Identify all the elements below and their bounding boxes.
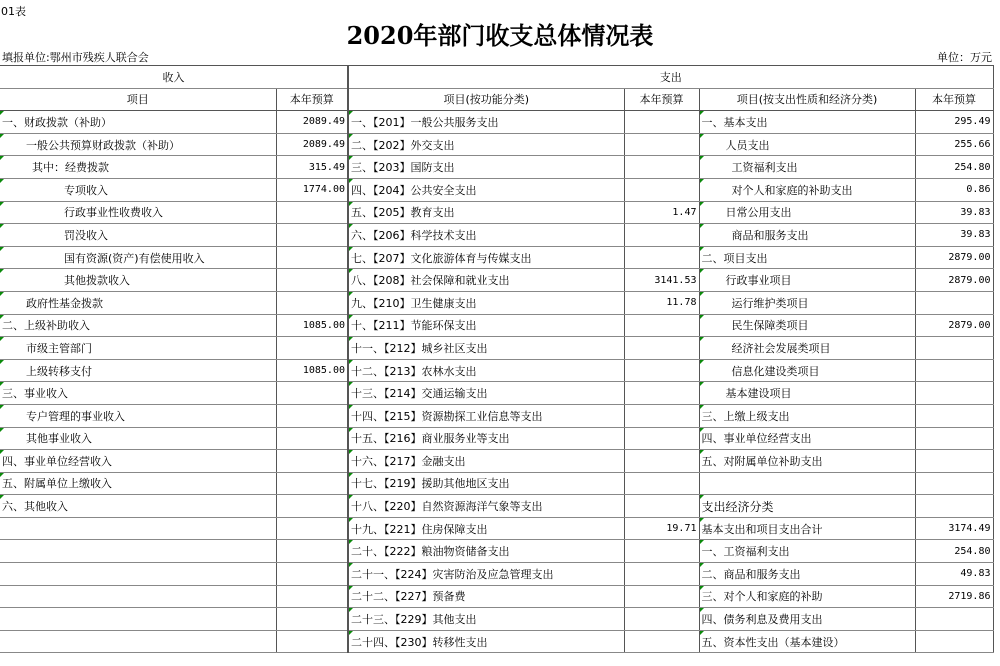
nature-item-cell: 运行维护类项目 [699, 291, 915, 314]
income-budget-cell [276, 450, 348, 473]
currency-unit: 单位：万元 [937, 51, 992, 64]
table-row [0, 472, 993, 495]
nature-budget-cell: 2879.00 [915, 314, 993, 337]
income-budget-cell [276, 224, 348, 247]
col-header-budget: 本年预算 [915, 88, 993, 111]
function-item-cell: 十八、【220】自然资源海洋气象等支出 [348, 495, 624, 518]
income-item-cell: 二、上级补助收入 [0, 314, 276, 337]
function-budget-cell: 19.71 [624, 517, 699, 540]
table-row [0, 540, 993, 563]
income-budget-cell [276, 608, 348, 631]
col-header-budget: 本年预算 [276, 88, 348, 111]
nature-item-cell: 五、资本性支出（基本建设） [699, 630, 915, 653]
col-header-function: 项目(按功能分类) [348, 88, 624, 111]
col-header-budget: 本年预算 [624, 88, 699, 111]
table-row [0, 224, 993, 247]
income-item-cell [0, 540, 276, 563]
function-budget-cell [624, 382, 699, 405]
income-budget-cell: 1085.00 [276, 359, 348, 382]
function-budget-cell [624, 224, 699, 247]
nature-budget-cell: 0.86 [915, 178, 993, 201]
table-row [0, 269, 993, 292]
nature-budget-cell [915, 630, 993, 653]
income-item-cell: 上级转移支付 [0, 359, 276, 382]
page-title: 2020年部门收支总体情况表 [346, 21, 654, 50]
table-row [0, 291, 993, 314]
income-group-header: 收入 [0, 66, 348, 89]
table-row [0, 450, 993, 473]
nature-item-cell: 基本支出和项目支出合计 [699, 517, 915, 540]
function-item-cell: 二十二、【227】预备费 [348, 585, 624, 608]
expense-group-header: 支出 [348, 66, 993, 89]
table-row [0, 404, 993, 427]
nature-budget-cell: 2719.86 [915, 585, 993, 608]
function-budget-cell [624, 585, 699, 608]
nature-budget-cell [915, 450, 993, 473]
income-item-cell: 其他拨款收入 [0, 269, 276, 292]
income-item-cell: 一、财政拨款（补助） [0, 111, 276, 134]
function-item-cell: 七、【207】文化旅游体育与传媒支出 [348, 246, 624, 269]
nature-item-cell: 五、对附属单位补助支出 [699, 450, 915, 473]
nature-item-cell: 信息化建设类项目 [699, 359, 915, 382]
table-row [0, 111, 993, 134]
income-item-cell: 四、事业单位经营收入 [0, 450, 276, 473]
function-item-cell: 十五、【216】商业服务业等支出 [348, 427, 624, 450]
nature-item-cell: 四、债务利息及费用支出 [699, 608, 915, 631]
function-item-cell: 十九、【221】住房保障支出 [348, 517, 624, 540]
nature-item-cell: 对个人和家庭的补助支出 [699, 178, 915, 201]
nature-item-cell: 支出经济分类 [699, 495, 915, 518]
function-item-cell: 十四、【215】资源勘探工业信息等支出 [348, 404, 624, 427]
function-budget-cell [624, 630, 699, 653]
nature-budget-cell: 49.83 [915, 563, 993, 586]
function-item-cell: 二十四、【230】转移性支出 [348, 630, 624, 653]
function-item-cell: 八、【208】社会保障和就业支出 [348, 269, 624, 292]
nature-budget-cell: 2879.00 [915, 246, 993, 269]
budget-table [0, 65, 994, 653]
nature-item-cell: 民生保障类项目 [699, 314, 915, 337]
nature-budget-cell: 39.83 [915, 201, 993, 224]
nature-budget-cell [915, 382, 993, 405]
nature-item-cell: 基本建设项目 [699, 382, 915, 405]
nature-item-cell: 三、上缴上级支出 [699, 404, 915, 427]
nature-item-cell [699, 472, 915, 495]
function-budget-cell [624, 111, 699, 134]
function-budget-cell [624, 404, 699, 427]
nature-budget-cell: 254.80 [915, 156, 993, 179]
income-budget-cell: 315.49 [276, 156, 348, 179]
table-row [0, 608, 993, 631]
nature-budget-cell [915, 404, 993, 427]
table-row [0, 178, 993, 201]
income-budget-cell: 1774.00 [276, 178, 348, 201]
function-budget-cell [624, 495, 699, 518]
function-item-cell: 十二、【213】农林水支出 [348, 359, 624, 382]
function-budget-cell: 11.78 [624, 291, 699, 314]
function-item-cell: 六、【206】科学技术支出 [348, 224, 624, 247]
function-budget-cell [624, 156, 699, 179]
income-budget-cell [276, 585, 348, 608]
function-item-cell: 十三、【214】交通运输支出 [348, 382, 624, 405]
table-row [0, 359, 993, 382]
table-row [0, 427, 993, 450]
function-budget-cell [624, 246, 699, 269]
table-row [0, 133, 993, 156]
income-budget-cell [276, 563, 348, 586]
table-row [0, 156, 993, 179]
col-header-nature: 项目(按支出性质和经济分类) [699, 88, 915, 111]
function-item-cell: 十七、【219】援助其他地区支出 [348, 472, 624, 495]
function-budget-cell [624, 472, 699, 495]
nature-budget-cell [915, 472, 993, 495]
income-item-cell: 三、事业收入 [0, 382, 276, 405]
function-budget-cell [624, 133, 699, 156]
function-item-cell: 一、【201】一般公共服务支出 [348, 111, 624, 134]
income-item-cell [0, 563, 276, 586]
income-item-cell [0, 517, 276, 540]
income-budget-cell [276, 201, 348, 224]
function-item-cell: 三、【203】国防支出 [348, 156, 624, 179]
nature-budget-cell [915, 427, 993, 450]
function-budget-cell [624, 337, 699, 360]
function-item-cell: 二十一、【224】灾害防治及应急管理支出 [348, 563, 624, 586]
table-row [0, 517, 993, 540]
income-item-cell [0, 585, 276, 608]
nature-budget-cell: 2879.00 [915, 269, 993, 292]
income-item-cell: 六、其他收入 [0, 495, 276, 518]
income-budget-cell [276, 517, 348, 540]
table-row [0, 337, 993, 360]
nature-item-cell: 一、工资福利支出 [699, 540, 915, 563]
function-budget-cell: 1.47 [624, 201, 699, 224]
table-row [0, 201, 993, 224]
income-budget-cell: 2089.49 [276, 111, 348, 134]
income-budget-cell [276, 472, 348, 495]
nature-budget-cell: 39.83 [915, 224, 993, 247]
income-item-cell: 五、附属单位上缴收入 [0, 472, 276, 495]
function-item-cell: 二、【202】外交支出 [348, 133, 624, 156]
nature-item-cell: 经济社会发展类项目 [699, 337, 915, 360]
nature-item-cell: 日常公用支出 [699, 201, 915, 224]
income-item-cell: 专户管理的事业收入 [0, 404, 276, 427]
income-budget-cell [276, 246, 348, 269]
income-item-cell: 国有资源(资产)有偿使用收入 [0, 246, 276, 269]
income-budget-cell [276, 427, 348, 450]
function-item-cell: 二十三、【229】其他支出 [348, 608, 624, 631]
table-row [0, 495, 993, 518]
function-item-cell: 十六、【217】金融支出 [348, 450, 624, 473]
function-budget-cell [624, 314, 699, 337]
income-budget-cell [276, 337, 348, 360]
column-header-row [0, 88, 993, 111]
function-budget-cell [624, 608, 699, 631]
function-budget-cell [624, 427, 699, 450]
income-item-cell [0, 608, 276, 631]
nature-budget-cell [915, 359, 993, 382]
function-item-cell: 五、【205】教育支出 [348, 201, 624, 224]
filing-unit: 填报单位:鄂州市残疾人联合会 [2, 51, 149, 64]
income-item-cell: 其中：经费拨款 [0, 156, 276, 179]
table-row [0, 314, 993, 337]
nature-item-cell: 行政事业项目 [699, 269, 915, 292]
table-row [0, 585, 993, 608]
nature-budget-cell: 254.80 [915, 540, 993, 563]
nature-budget-cell [915, 291, 993, 314]
nature-item-cell: 人员支出 [699, 133, 915, 156]
income-budget-cell [276, 269, 348, 292]
sheet-code: 01表 [1, 5, 26, 18]
function-budget-cell [624, 450, 699, 473]
nature-item-cell: 二、项目支出 [699, 246, 915, 269]
income-item-cell: 行政事业性收费收入 [0, 201, 276, 224]
income-budget-cell [276, 404, 348, 427]
income-budget-cell [276, 630, 348, 653]
group-header-row [0, 66, 993, 89]
nature-item-cell: 二、商品和服务支出 [699, 563, 915, 586]
income-budget-cell [276, 382, 348, 405]
nature-budget-cell [915, 495, 993, 518]
nature-budget-cell: 255.66 [915, 133, 993, 156]
function-budget-cell [624, 563, 699, 586]
nature-item-cell: 三、对个人和家庭的补助 [699, 585, 915, 608]
function-budget-cell [624, 178, 699, 201]
nature-budget-cell [915, 608, 993, 631]
function-item-cell: 十一、【212】城乡社区支出 [348, 337, 624, 360]
table-row [0, 630, 993, 653]
table-row [0, 382, 993, 405]
function-item-cell: 九、【210】卫生健康支出 [348, 291, 624, 314]
function-item-cell: 二十、【222】粮油物资储备支出 [348, 540, 624, 563]
income-budget-cell [276, 291, 348, 314]
income-item-cell [0, 630, 276, 653]
function-budget-cell: 3141.53 [624, 269, 699, 292]
function-item-cell: 四、【204】公共安全支出 [348, 178, 624, 201]
income-item-cell: 政府性基金拨款 [0, 291, 276, 314]
nature-budget-cell: 3174.49 [915, 517, 993, 540]
income-item-cell: 罚没收入 [0, 224, 276, 247]
nature-budget-cell [915, 337, 993, 360]
income-budget-cell: 2089.49 [276, 133, 348, 156]
income-item-cell: 一般公共预算财政拨款（补助） [0, 133, 276, 156]
income-item-cell: 专项收入 [0, 178, 276, 201]
table-row [0, 563, 993, 586]
function-item-cell: 十、【211】节能环保支出 [348, 314, 624, 337]
nature-item-cell: 工资福利支出 [699, 156, 915, 179]
nature-item-cell: 四、事业单位经营支出 [699, 427, 915, 450]
income-item-cell: 市级主管部门 [0, 337, 276, 360]
income-budget-cell [276, 495, 348, 518]
income-item-cell: 其他事业收入 [0, 427, 276, 450]
nature-item-cell: 一、基本支出 [699, 111, 915, 134]
nature-item-cell: 商品和服务支出 [699, 224, 915, 247]
income-budget-cell: 1085.00 [276, 314, 348, 337]
table-row [0, 246, 993, 269]
income-budget-cell [276, 540, 348, 563]
nature-budget-cell: 295.49 [915, 111, 993, 134]
function-budget-cell [624, 540, 699, 563]
function-budget-cell [624, 359, 699, 382]
col-header-item: 项目 [0, 88, 276, 111]
